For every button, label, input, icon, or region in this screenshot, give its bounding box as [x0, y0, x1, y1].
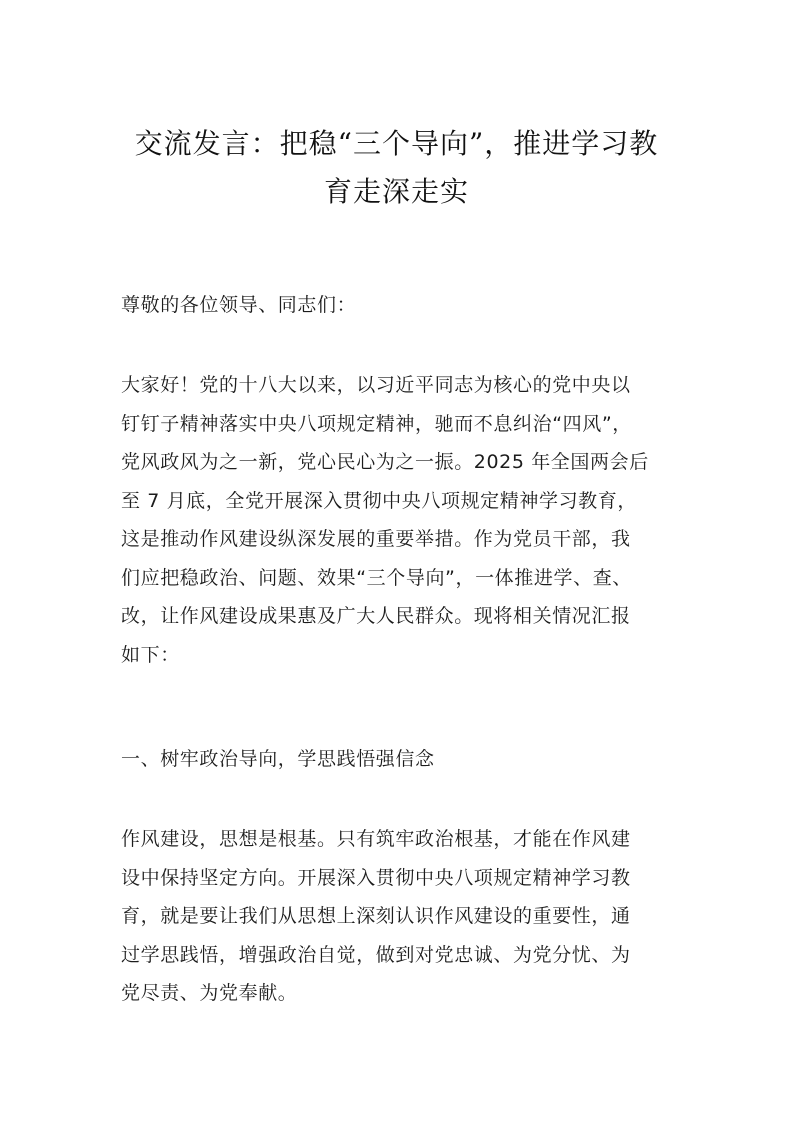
intro-paragraph: [121, 366, 676, 674]
salutation: [121, 286, 676, 325]
paragraph-line: 党尽责、为党奉献。: [121, 982, 298, 1004]
paragraph-line: 大家好！党的十八大以来，以习近平同志为核心的党中央以: [121, 374, 631, 396]
paragraph-line: 至 7 月底，全党开展深入贯彻中央八项规定精神学习教育，: [121, 489, 637, 512]
paragraph-line: 们应把稳政治、问题、效果“三个导向”，一体推进学、查、: [121, 566, 632, 589]
section-paragraph: [121, 820, 676, 1013]
salutation-text: 尊敬的各位领导、同志们：: [121, 294, 357, 316]
paragraph-line: 作风建设，思想是根基。只有筑牢政治根基，才能在作风建: [121, 828, 631, 850]
paragraph-line: 党风政风为之一新，党心民心为之一振。2025 年全国两会后: [121, 451, 649, 473]
paragraph-line: 钉钉子精神落实中央八项规定精神，驰而不息纠治“四风”，: [121, 412, 632, 435]
paragraph-line: 如下：: [121, 643, 180, 666]
section-heading-text: 一、树牢政治导向，学思践悟强信念: [121, 748, 435, 770]
section-heading: [121, 740, 676, 779]
paragraph-line: 改，让作风建设成果惠及广大人民群众。现将相关情况汇报: [121, 605, 631, 627]
title-line: 育走深走实: [323, 175, 469, 208]
paragraph-line: 育，就是要让我们从思想上深刻认识作风建设的重要性，通: [121, 905, 631, 927]
paragraph-line: 这是推动作风建设纵深发展的重要举措。作为党员干部，我: [121, 528, 631, 550]
paragraph-line: 过学思践悟，增强政治自觉，做到对党忠诚、为党分忧、为: [121, 943, 631, 966]
document-title: [110, 120, 683, 216]
paragraph-line: 设中保持坚定方向。开展深入贯彻中央八项规定精神学习教: [121, 866, 631, 889]
title-line: 交流发言：把稳“三个导向”，推进学习教: [134, 127, 659, 160]
